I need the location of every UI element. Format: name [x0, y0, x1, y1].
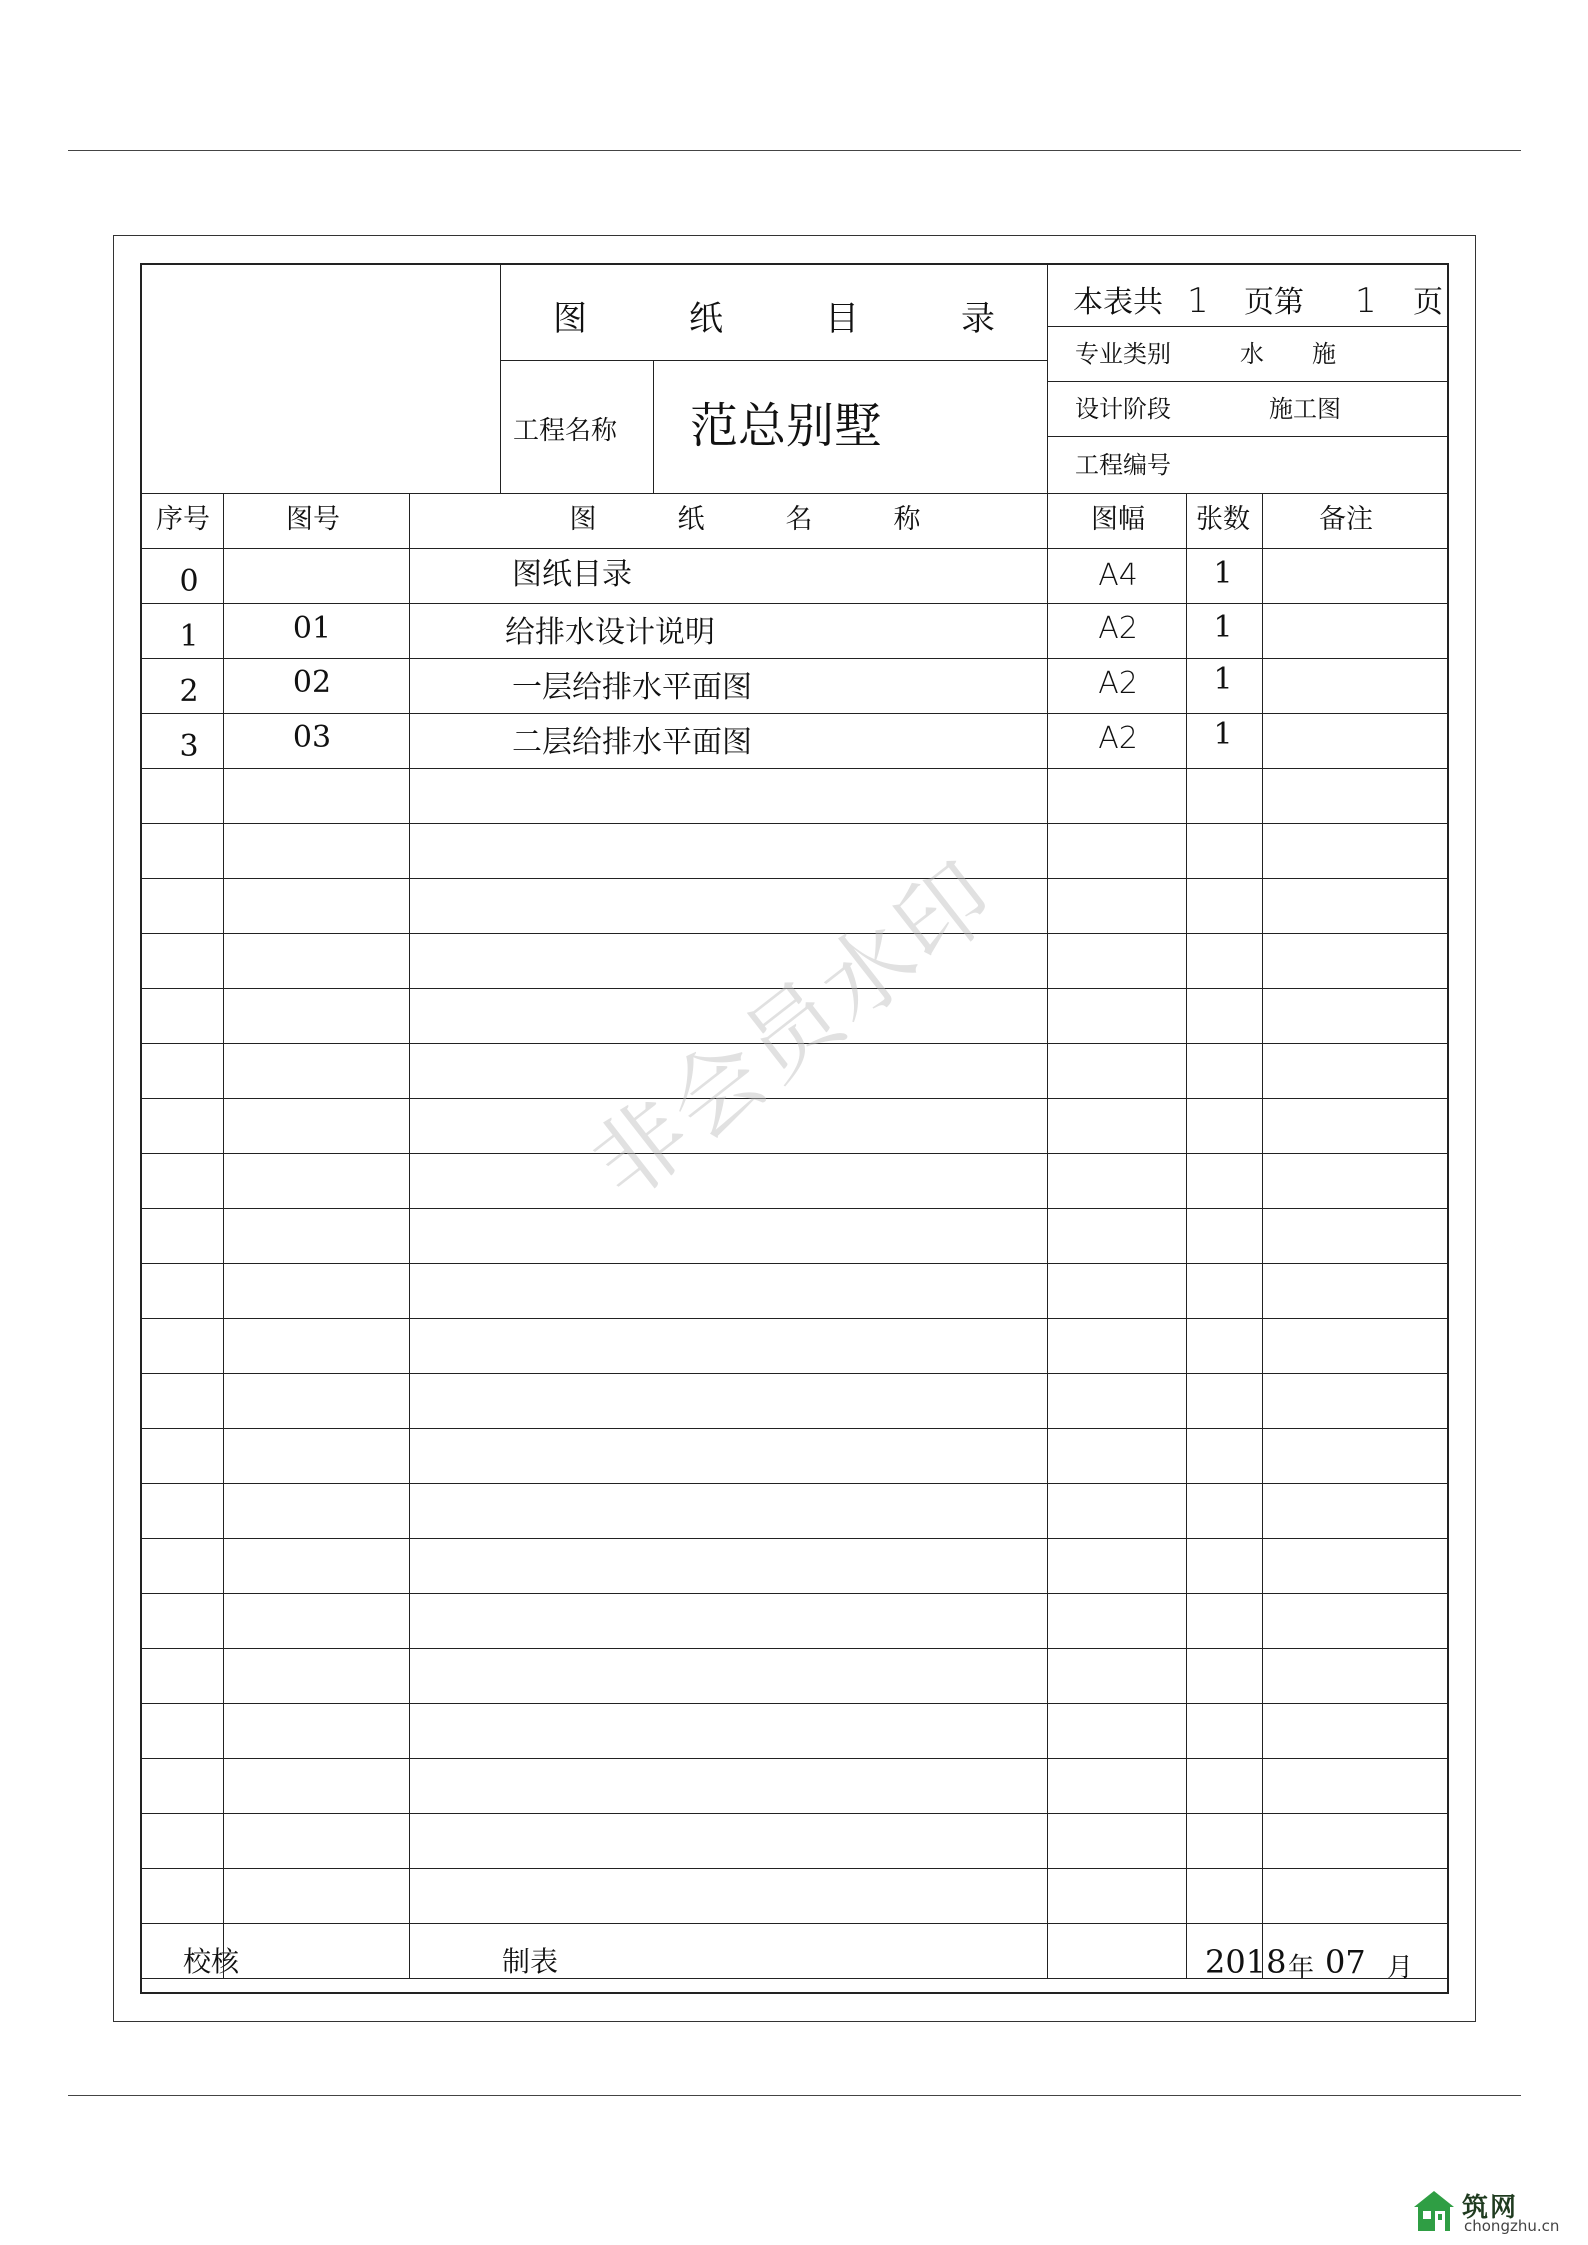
row-divider	[140, 1318, 1449, 1319]
row-divider	[140, 933, 1449, 934]
catalog-title: 图 纸 目 录	[553, 299, 995, 339]
row-divider	[140, 1373, 1449, 1374]
row-divider	[140, 658, 1449, 659]
date-year-unit: 年	[1288, 1953, 1315, 1983]
site-url: chongzhu.cn	[1464, 2217, 1560, 2235]
row-divider	[140, 1263, 1449, 1264]
pages-current-label: 页第	[1244, 285, 1304, 320]
pages-current: 1	[1355, 281, 1377, 321]
row-divider	[140, 768, 1449, 769]
row-seq: 2	[179, 674, 199, 709]
maker-label: 制表	[502, 1945, 559, 1978]
pages-total: 1	[1187, 281, 1209, 321]
discipline-value: 水 施	[1240, 340, 1336, 368]
header-divider	[140, 493, 1449, 494]
stage-value: 施工图	[1269, 395, 1341, 423]
watermark: 非会员水印	[572, 840, 1017, 1221]
header-divider	[1047, 263, 1048, 493]
site-name: 筑网	[1462, 2193, 1519, 2223]
row-count: 1	[1213, 717, 1233, 752]
row-count: 1	[1213, 556, 1233, 591]
row-divider	[140, 1868, 1449, 1869]
header-divider	[500, 360, 1047, 361]
row-divider	[140, 1428, 1449, 1429]
discipline-label: 专业类别	[1075, 340, 1171, 368]
col-size: 图幅	[1091, 504, 1145, 535]
row-drawing-name: 给排水设计说明	[505, 615, 715, 650]
row-drawing-no: 01	[292, 611, 332, 646]
row-divider	[140, 1593, 1449, 1594]
pages-total-label: 本表共	[1073, 285, 1163, 320]
col-drawing-no: 图号	[286, 504, 340, 535]
column-divider	[1262, 493, 1263, 1978]
row-drawing-no: 02	[292, 665, 332, 700]
row-drawing-name: 二层给排水平面图	[512, 725, 752, 760]
col-drawing-name: 图 纸 名 称	[569, 504, 921, 535]
column-divider	[1186, 493, 1187, 1978]
header-divider	[1047, 326, 1449, 327]
row-drawing-name: 图纸目录	[512, 557, 632, 592]
date-year: 2018	[1205, 1943, 1287, 1981]
house-icon	[1412, 2189, 1456, 2233]
col-remark: 备注	[1319, 504, 1373, 535]
column-divider	[223, 493, 224, 1978]
pages-suffix: 页	[1413, 285, 1443, 320]
row-seq: 3	[179, 729, 199, 764]
row-size: A2	[1098, 666, 1138, 701]
row-divider	[140, 548, 1449, 549]
header-divider	[1047, 436, 1449, 437]
row-seq: 0	[179, 564, 199, 599]
row-drawing-no: 03	[292, 720, 332, 755]
stage-label: 设计阶段	[1075, 395, 1171, 423]
date-month: 07	[1325, 1943, 1366, 1981]
row-size: A4	[1098, 558, 1138, 593]
top-rule	[68, 150, 1521, 151]
row-divider	[140, 1538, 1449, 1539]
bottom-rule	[68, 2095, 1521, 2096]
row-divider	[140, 603, 1449, 604]
column-divider	[1047, 493, 1048, 1978]
checker-label: 校核	[183, 1945, 240, 1978]
row-divider	[140, 1703, 1449, 1704]
project-number-label: 工程编号	[1075, 451, 1171, 479]
row-divider	[140, 1208, 1449, 1209]
project-name-label: 工程名称	[513, 416, 618, 446]
row-size: A2	[1098, 721, 1138, 756]
row-size: A2	[1098, 611, 1138, 646]
date-month-unit: 月	[1387, 1953, 1414, 1983]
row-seq: 1	[179, 619, 199, 654]
header-divider	[653, 360, 654, 493]
row-divider	[140, 1813, 1449, 1814]
row-divider	[140, 1483, 1449, 1484]
col-count: 张数	[1196, 504, 1250, 535]
row-divider	[140, 878, 1449, 879]
row-divider	[140, 713, 1449, 714]
row-count: 1	[1213, 662, 1233, 697]
row-divider	[140, 1153, 1449, 1154]
row-divider	[140, 1648, 1449, 1649]
column-divider	[409, 493, 410, 1978]
row-drawing-name: 一层给排水平面图	[512, 670, 752, 705]
header-divider	[1047, 381, 1449, 382]
row-divider	[140, 1923, 1449, 1924]
col-seq: 序号	[156, 504, 210, 535]
row-divider	[140, 823, 1449, 824]
site-logo[interactable]	[1412, 2185, 1580, 2237]
row-count: 1	[1213, 610, 1233, 645]
header-divider	[500, 263, 501, 493]
project-name: 范总别墅	[690, 398, 883, 454]
row-divider	[140, 1758, 1449, 1759]
